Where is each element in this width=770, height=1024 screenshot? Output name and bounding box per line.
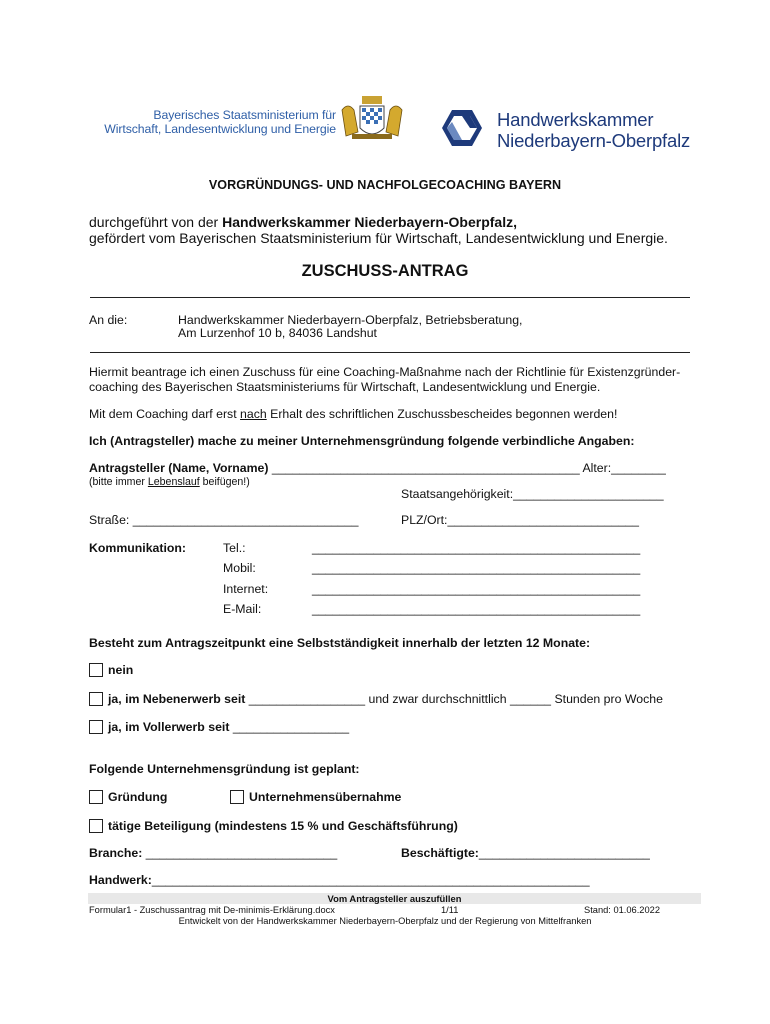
ministry-line-1: Bayerisches Staatsministerium für (153, 108, 336, 122)
side-business-row (108, 692, 663, 707)
full-time-checkbox[interactable] (89, 720, 103, 734)
mobile-field[interactable]: ________________________________________________ (312, 561, 641, 575)
document-title: VORGRÜNDUNGS- UND NACHFOLGECOACHING BAYERN (208, 178, 562, 192)
nationality-row (401, 487, 664, 502)
footer-bar (88, 893, 701, 904)
participation-label: tätige Beteiligung (mindestens 15 % und Geschäftsführung) (108, 819, 458, 833)
form-heading: ZUSCHUSS-ANTRAG (301, 262, 469, 280)
side-business-since-field[interactable]: _________________ (248, 692, 366, 706)
applicant-name-label: Antragsteller (Name, Vorname) (89, 461, 269, 475)
trade-label: Handwerk: (89, 873, 152, 887)
no-label: nein (108, 663, 134, 677)
intro-text (89, 214, 668, 246)
footer-credit: Entwickelt von der Handwerkskammer Niederbayern-Oberpfalz und der Regierung von Mittelfranken (178, 916, 592, 926)
intro-org: Handwerkskammer Niederbayern-Oberpfalz, (222, 214, 517, 230)
divider (90, 297, 690, 298)
full-time-since-field[interactable]: _________________ (232, 720, 350, 734)
footer-date: Stand: 01.06.2022 (584, 905, 660, 915)
trade-field[interactable]: ________________________________________________________________ (151, 873, 590, 887)
takeover-checkbox[interactable] (230, 790, 244, 804)
nationality-label: Staatsangehörigkeit: (401, 487, 514, 501)
intro-prefix: durchgeführt von der (89, 214, 223, 230)
branch-row (89, 846, 337, 861)
hours-field[interactable]: ______ (509, 692, 552, 706)
employees-label: Beschäftigte: (401, 846, 479, 860)
phone-field[interactable]: ________________________________________________ (312, 541, 641, 555)
paragraph-3: Ich (Antragsteller) mache zu meiner Unternehmensgründung folgende verbindliche Angaben: (89, 434, 635, 448)
age-field[interactable]: ________ (611, 461, 666, 475)
city-field[interactable]: ____________________________ (447, 513, 639, 527)
self-employment-question: Besteht zum Antragszeitpunkt eine Selbstständigkeit innerhalb der letzten 12 Monate: (89, 636, 591, 650)
ministry-logo-text (86, 108, 336, 136)
no-checkbox[interactable] (89, 663, 103, 677)
full-time-label: ja, im Vollerwerb seit (108, 720, 230, 734)
full-time-row (108, 720, 349, 735)
city-row (401, 513, 639, 528)
footer-bar-text: Vom Antragsteller auszufüllen (327, 893, 462, 904)
side-business-label: ja, im Nebenerwerb seit (108, 692, 246, 706)
footer-page-number: 1/11 (441, 905, 459, 915)
communication-label: Kommunikation: (89, 541, 187, 555)
hours-unit-label: Stunden pro Woche (554, 692, 663, 706)
paragraph-2-end: Erhalt des schriftlichen Zuschussbescheides begonnen werden! (266, 407, 618, 421)
founding-checkbox[interactable] (89, 790, 103, 804)
street-label: Straße: (89, 513, 130, 527)
bavarian-coat-of-arms-icon (338, 96, 406, 142)
hwk-logo-icon (440, 108, 484, 148)
average-label: und zwar durchschnittlich (368, 692, 507, 706)
cv-note-end: beifügen!) (199, 476, 250, 488)
trade-row (89, 873, 590, 888)
cv-note-emphasis: Lebenslauf (147, 476, 200, 488)
addressee-line-1: Handwerkskammer Niederbayern-Oberpfalz, Betriebsberatung, (178, 313, 523, 327)
internet-label: Internet: (223, 582, 269, 596)
applicant-name-field[interactable]: _____________________________________________ (271, 461, 580, 475)
paragraph-1-line-1: Hiermit beantrage ich einen Zuschuss für eine Coaching-Maßnahme nach der Richtlinie für Existenzgründer- (89, 365, 681, 379)
nationality-field[interactable]: ______________________ (513, 487, 664, 501)
takeover-label: Unternehmensübernahme (249, 790, 402, 804)
paragraph-1-line-2: coaching des Bayerischen Staatsministeriums für Wirtschaft, Landesentwicklung und Energie. (89, 380, 601, 394)
founding-question: Folgende Unternehmensgründung ist geplant: (89, 762, 360, 776)
mobile-label: Mobil: (223, 561, 256, 575)
divider (90, 352, 690, 353)
side-business-checkbox[interactable] (89, 692, 103, 706)
hwk-line-1: Handwerkskammer (497, 109, 654, 130)
employees-field[interactable]: _________________________ (478, 846, 650, 860)
hwk-logo-text (497, 109, 690, 151)
employees-row (401, 846, 650, 861)
participation-checkbox[interactable] (89, 819, 103, 833)
cv-note-start: (bitte immer (89, 476, 148, 488)
hwk-line-2: Niederbayern-Oberpfalz (497, 130, 691, 151)
paragraph-2-start: Mit dem Coaching darf erst (89, 407, 241, 421)
email-field[interactable]: ________________________________________________ (312, 602, 641, 616)
branch-label: Branche: (89, 846, 143, 860)
city-label: PLZ/Ort: (401, 513, 448, 527)
applicant-name-row (89, 461, 666, 476)
addressee-line-2: Am Lurzenhof 10 b, 84036 Landshut (178, 326, 377, 340)
internet-field[interactable]: ________________________________________________ (312, 582, 641, 596)
intro-line-2: gefördert vom Bayerischen Staatsministerium für Wirtschaft, Landesentwicklung und Energie. (89, 230, 668, 246)
email-label: E-Mail: (223, 602, 262, 616)
paragraph-2 (89, 407, 617, 422)
paragraph-2-emphasis: nach (240, 407, 267, 421)
phone-label: Tel.: (223, 541, 246, 555)
street-row (89, 513, 358, 528)
founding-label: Gründung (108, 790, 168, 804)
cv-note (89, 475, 250, 490)
footer-filename: Formular1 - Zuschussantrag mit De-minimis-Erklärung.docx (89, 905, 335, 915)
ministry-line-2: Wirtschaft, Landesentwicklung und Energie (104, 122, 336, 136)
branch-field[interactable]: ____________________________ (145, 846, 338, 860)
age-label: Alter: (582, 461, 612, 475)
addressee-label: An die: (89, 313, 128, 327)
street-field[interactable]: _________________________________ (132, 513, 359, 527)
